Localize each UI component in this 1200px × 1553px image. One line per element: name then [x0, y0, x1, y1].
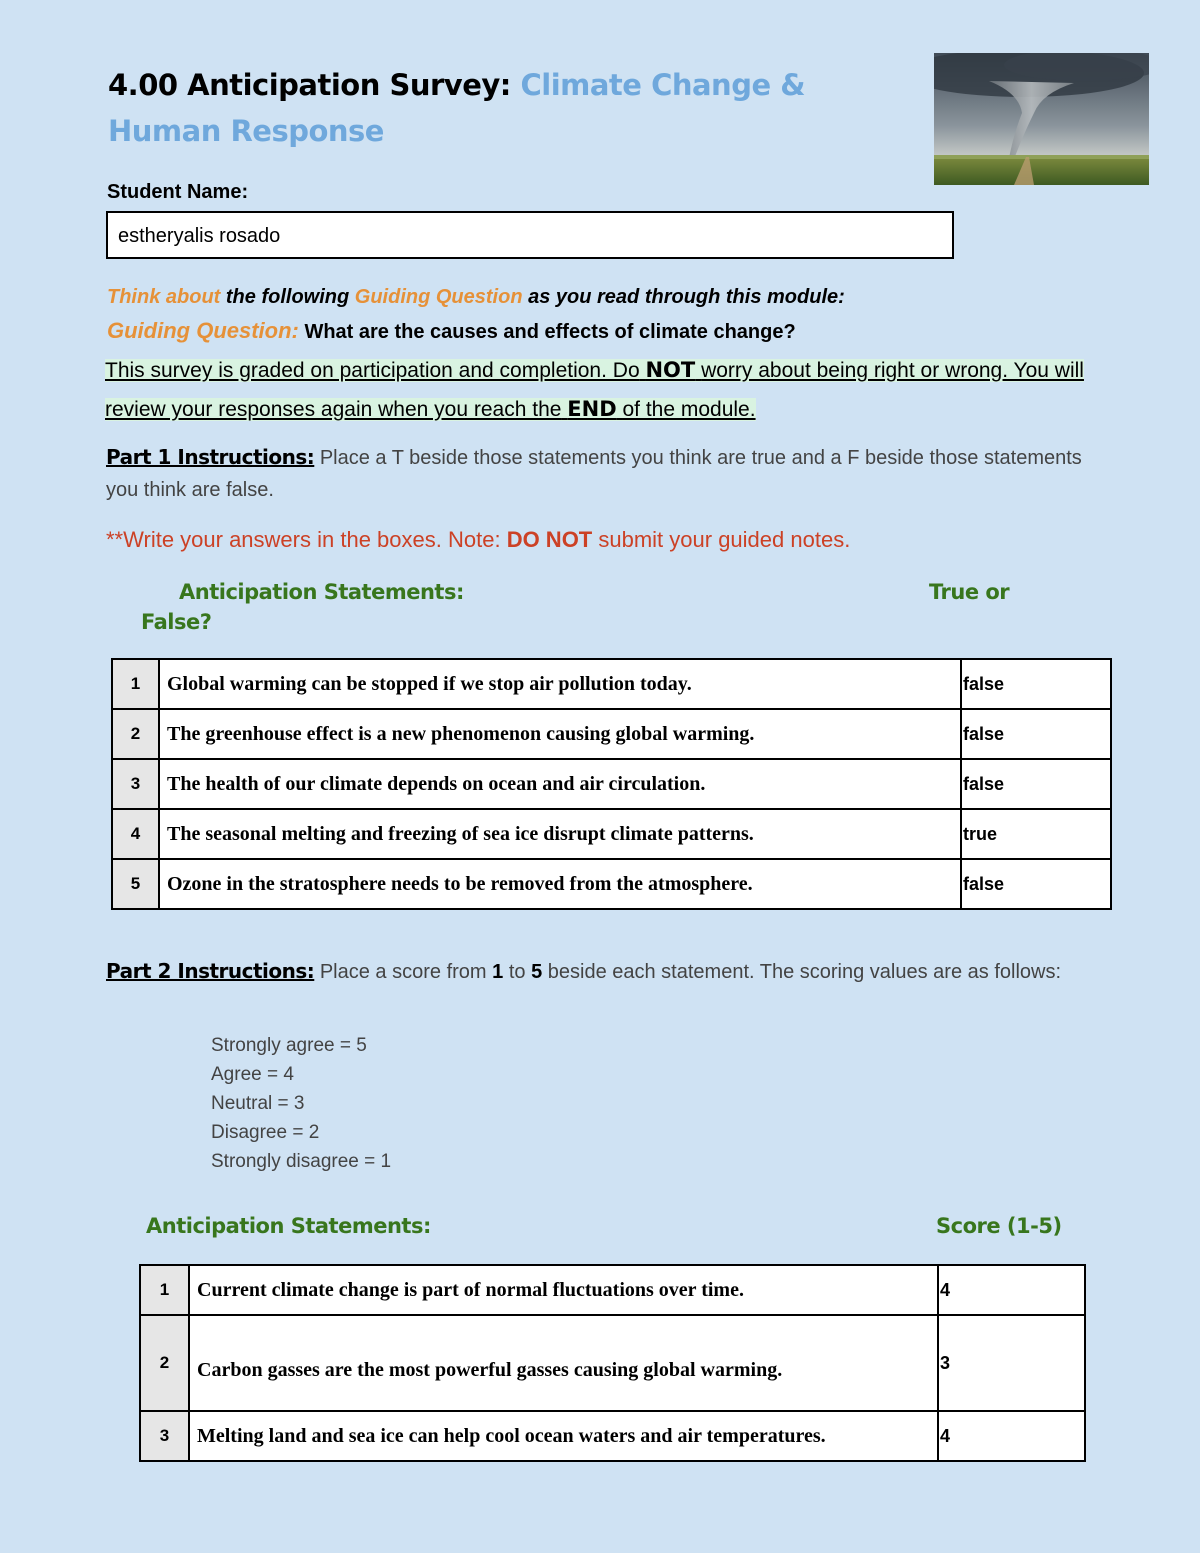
guiding-question-line — [107, 318, 796, 344]
table-row — [140, 1265, 1085, 1315]
think-about-text: Think about — [107, 286, 221, 308]
statement-cell: Current climate change is part of normal fluctuations over time. — [189, 1265, 938, 1315]
table1-answer-header-b: False? — [141, 610, 212, 634]
row-number: 1 — [140, 1265, 189, 1315]
statement-cell: The health of our climate depends on ocean and air circulation. — [159, 759, 961, 809]
write-answers-note — [106, 527, 850, 553]
part2-to: to — [508, 961, 526, 983]
graded-note-end: END — [567, 397, 617, 421]
answer-cell[interactable]: false — [961, 859, 1111, 909]
part1-label: Part 1 Instructions: — [106, 445, 315, 469]
row-number: 4 — [112, 809, 159, 859]
tornado-image — [934, 53, 1149, 185]
table2-score-header: Score (1-5) — [936, 1214, 1062, 1238]
score-cell[interactable]: 4 — [938, 1411, 1085, 1461]
row-number: 5 — [112, 859, 159, 909]
note-b: submit your guided notes. — [598, 527, 851, 552]
part1-instructions — [106, 441, 1106, 506]
part2-one: 1 — [492, 961, 504, 983]
graded-note-b: worry about being right or wrong. You will review your responses again when you reach the — [105, 359, 1084, 421]
answer-cell[interactable]: false — [961, 759, 1111, 809]
true-false-table — [111, 658, 1112, 910]
as-you-read-text: as you read through this module: — [528, 286, 845, 308]
table-row — [112, 809, 1111, 859]
score-table — [139, 1264, 1086, 1462]
graded-note-not: NOT — [645, 358, 696, 382]
part2-text-a: Place a score from — [319, 961, 487, 983]
answer-cell[interactable]: true — [961, 809, 1111, 859]
statement-cell: The seasonal melting and freezing of sea ice disrupt climate patterns. — [159, 809, 961, 859]
graded-note-a: This survey is graded on participation and completion. Do — [105, 359, 640, 382]
table2-statements-header: Anticipation Statements: — [146, 1214, 431, 1238]
scale-item: Agree = 4 — [211, 1064, 294, 1085]
part1-text: Place a T beside those statements you think are true and a F beside those statements you think are false. — [106, 447, 1082, 501]
part2-text-b: beside each statement. The scoring values are as follows: — [547, 961, 1062, 983]
row-number: 2 — [140, 1315, 189, 1411]
scale-item: Strongly disagree = 1 — [211, 1151, 392, 1172]
note-a: **Write your answers in the boxes. Note: — [106, 527, 501, 552]
scale-item: Neutral = 3 — [211, 1093, 305, 1114]
guiding-question-body: What are the causes and effects of climate change? — [304, 321, 796, 343]
think-about-line — [107, 286, 845, 309]
note-bold: DO NOT — [506, 527, 593, 552]
student-name-field[interactable]: estheryalis rosado — [106, 211, 954, 259]
graded-note — [105, 351, 1105, 429]
table-row — [140, 1315, 1085, 1411]
statement-cell: Melting land and sea ice can help cool ocean waters and air temperatures. — [189, 1411, 938, 1461]
statement-cell: Carbon gasses are the most powerful gasses causing global warming. — [189, 1315, 938, 1411]
part2-label: Part 2 Instructions: — [106, 959, 315, 983]
row-number: 2 — [112, 709, 159, 759]
title-prefix: 4.00 Anticipation Survey: — [108, 68, 511, 102]
score-cell[interactable]: 4 — [938, 1265, 1085, 1315]
scale-item: Disagree = 2 — [211, 1122, 320, 1143]
table-row — [112, 759, 1111, 809]
guiding-question-label: Guiding Question: — [107, 318, 299, 343]
table1-answer-header-a: True or — [929, 580, 1010, 604]
table-row — [112, 859, 1111, 909]
scale-item: Strongly agree = 5 — [211, 1035, 367, 1056]
answer-cell[interactable]: false — [961, 709, 1111, 759]
part2-five: 5 — [531, 961, 543, 983]
the-following-text: the following — [225, 286, 350, 308]
answer-cell[interactable]: false — [961, 659, 1111, 709]
part2-instructions — [106, 955, 1106, 988]
row-number: 3 — [112, 759, 159, 809]
page-title — [108, 62, 908, 154]
statement-cell: Global warming can be stopped if we stop air pollution today. — [159, 659, 961, 709]
row-number: 1 — [112, 659, 159, 709]
scoring-scale — [211, 1031, 391, 1176]
guiding-question-text: Guiding Question — [354, 286, 523, 308]
score-cell[interactable]: 3 — [938, 1315, 1085, 1411]
title-topic: Climate Change & Human Response — [108, 68, 806, 148]
graded-note-c: of the module. — [622, 398, 756, 421]
statement-cell: Ozone in the stratosphere needs to be removed from the atmosphere. — [159, 859, 961, 909]
statement-cell: The greenhouse effect is a new phenomenon causing global warming. — [159, 709, 961, 759]
student-name-label: Student Name: — [107, 181, 249, 203]
table1-statements-header: Anticipation Statements: — [179, 580, 464, 604]
table-row — [140, 1411, 1085, 1461]
table-row — [112, 659, 1111, 709]
row-number: 3 — [140, 1411, 189, 1461]
table-row — [112, 709, 1111, 759]
